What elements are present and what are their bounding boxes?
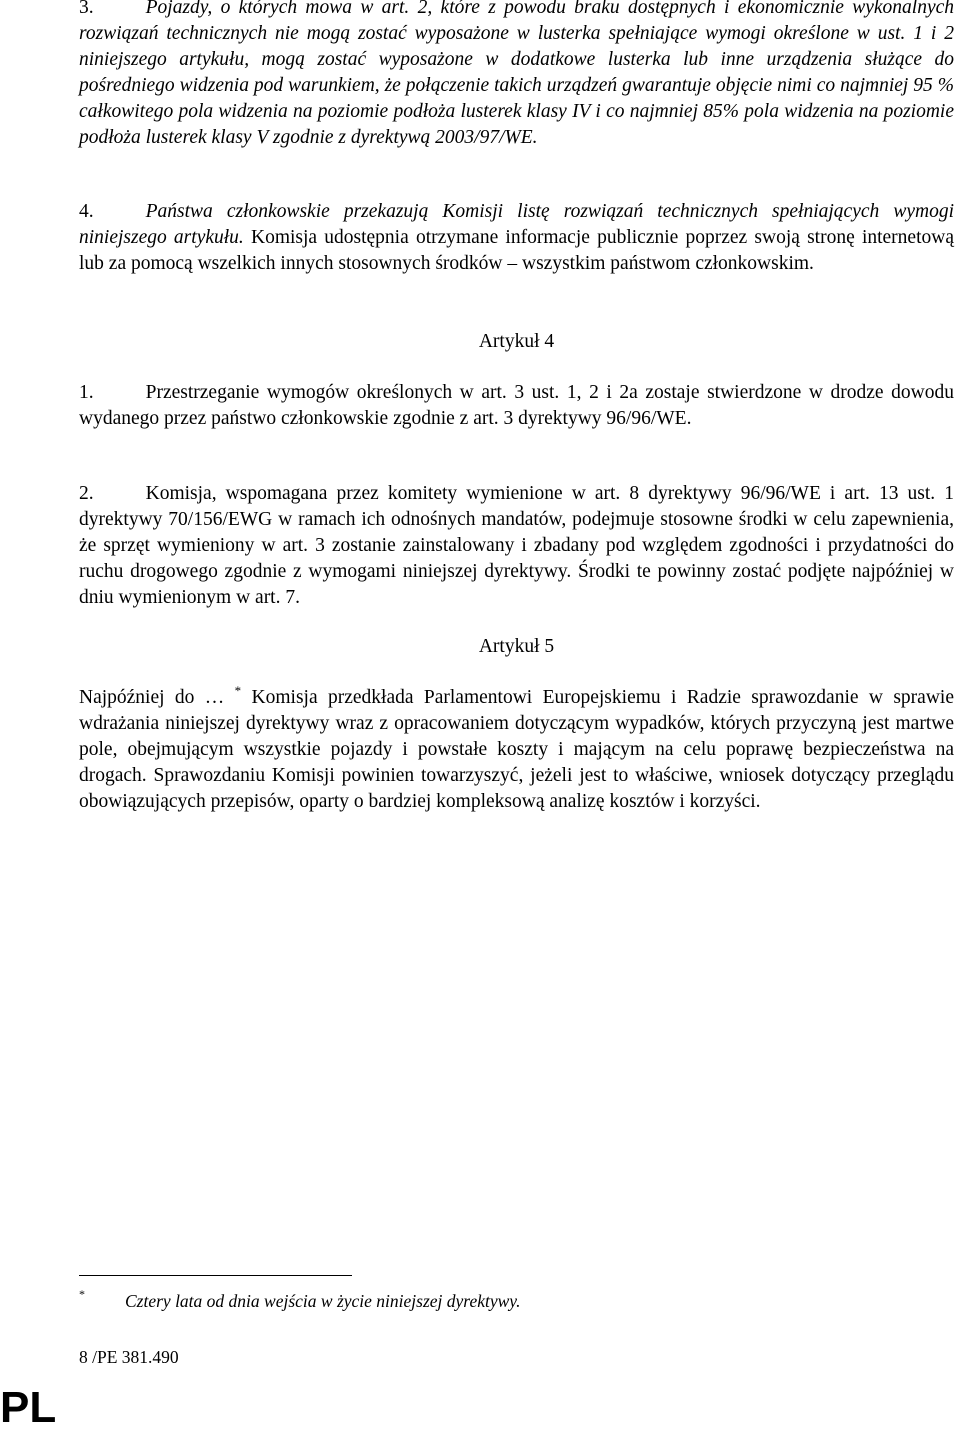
paragraph-4 (79, 199, 954, 277)
paragraph-number: 3. (79, 0, 94, 18)
article-5-heading: Artykuł 5 (478, 636, 555, 657)
article-5-paragraph (79, 685, 954, 815)
paragraph-text: Przestrzeganie wymogów określonych w art. 3 ust. 1, 2 i 2a zostaje stwierdzone w drodze dowodu wydanego przez państwo członkowskie zgodnie z art. 3 dyrektywy 96/96/WE. (79, 382, 954, 429)
article-4-heading: Artykuł 4 (478, 331, 555, 352)
article-4-paragraph-1 (79, 380, 954, 432)
paragraph-text: Najpóźniej do … (79, 687, 235, 708)
paragraph-text-italic: Państwa członkowskie przekazują Komisji listę rozwiązań technicznych spełniających wymogi niniejszego artykułu. (79, 201, 954, 248)
article-4-paragraph-2 (79, 481, 954, 611)
paragraph-text: Komisja, wspomagana przez komitety wymienione w art. 8 dyrektywy 96/96/WE i art. 13 ust. 1 dyrektywy 70/156/EWG w ramach ich odnośnych mandatów, podejmuje stosowne środki w celu zapewnienia, że sprzęt wymieniony w art. 3 zostanie zainstalowany i zbadany pod względem zgodności i przydatności do ruchu drogowego zgodnie z wymogami niniejszej dyrektywy. Środki te powinny zostać podjęte najpóźniej w dniu wymienionym w art. 7. (79, 483, 954, 608)
paragraph-number: 1. (79, 382, 94, 403)
paragraph-3 (79, 0, 954, 151)
footnote-mark: * (79, 1287, 85, 1301)
paragraph-number: 2. (79, 483, 94, 504)
paragraph-text: Komisja udostępnia otrzymane informacje publicznie poprzez swoją stronę internetową lub za pomocą wszelkich innych stosownych środków – wszystkim państwom członkowskim. (79, 227, 954, 274)
paragraph-text: Komisja przedkłada Parlamentowi Europejskiemu i Radzie sprawozdanie w sprawie wdrażania niniejszej dyrektywy wraz z opracowaniem dotyczącym wypadków, których przyczyną jest martwe pole, obejmującym wszystkie pojazdy i powstałe koszty i mającym na celu poprawę bezpieczeństwa na drogach. Sprawozdaniu Komisji powinien towarzyszyć, jeżeli jest to właściwe, wniosek dotyczący przeglądu obowiązujących przepisów, oparty o bardziej kompleksową analizę kosztów i korzyści. (79, 687, 954, 812)
footnote-reference[interactable]: * (234, 683, 242, 698)
paragraph-number: 4. (79, 201, 94, 222)
footnote-text: Cztery lata od dnia wejścia w życie niniejszej dyrektywy. (125, 1291, 521, 1311)
paragraph-text: Pojazdy, o których mowa w art. 2, które z powodu braku dostępnych i ekonomicznie wykonalnych rozwiązań technicznych nie mogą zostać wyposażone w lusterka spełniające wymogi określone w ust. 1 i 2 niniejszego artykułu, mogą zostać wyposażone w dodatkowe lusterka lub inne urządzenia służące do pośredniego widzenia pod warunkiem, że połączenie takich urządzeń gwarantuje objęcie nimi co najmniej 95 % całkowitego pola widzenia na poziomie podłoża lusterek klasy IV i co najmniej 85% pola widzenia na poziomie podłoża lusterek klasy V zgodnie z dyrektywą 2003/97/WE. (79, 0, 954, 148)
page-reference: 8 /PE 381.490 (79, 1347, 179, 1367)
language-code: PL (0, 1383, 57, 1432)
footnote-separator (79, 1275, 352, 1276)
